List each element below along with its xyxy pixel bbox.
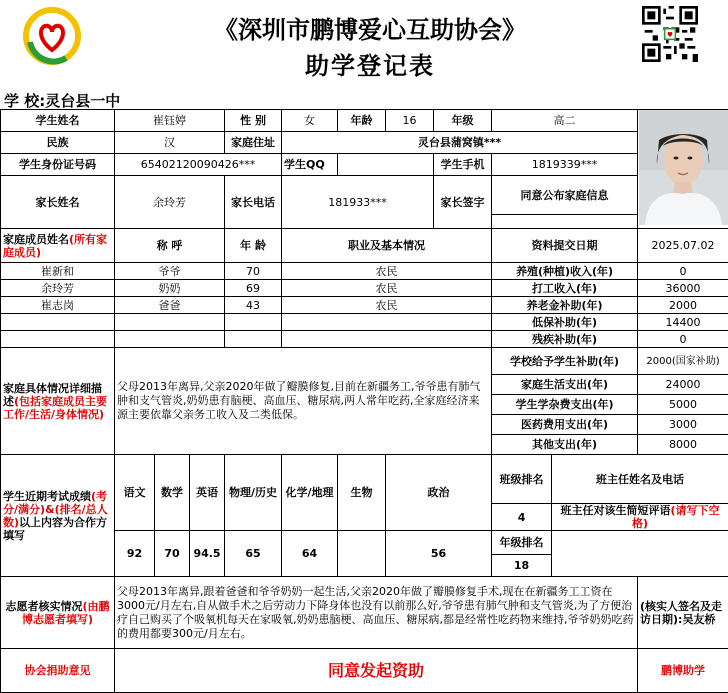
relation-header: 称 呼 <box>115 229 225 263</box>
parent-name: 余玲芳 <box>115 176 225 229</box>
score: 56 <box>386 531 492 577</box>
table-row <box>1 280 728 297</box>
finance-value: 3000 <box>638 415 728 435</box>
grade-rank-label: 年级排名 <box>492 531 552 555</box>
family-member-age <box>225 331 282 348</box>
finance-value: 14400 <box>638 314 728 331</box>
registration-table <box>0 109 728 693</box>
school-name: 学 校:灵台县一中 <box>4 90 120 111</box>
finance-value: 24000 <box>638 375 728 395</box>
table-row <box>1 455 728 504</box>
qq-label: 学生QQ <box>282 154 338 176</box>
student-grade: 高二 <box>492 110 638 132</box>
address-label: 家庭住址 <box>225 132 282 154</box>
finance-value: 2000 <box>638 297 728 314</box>
parent-label: 家长姓名 <box>1 176 115 229</box>
phone-label: 学生手机 <box>434 154 492 176</box>
volunteer-label: 志愿者核实情况(由鹏博志愿者填写) <box>1 577 115 649</box>
family-member-name: 崔志岗 <box>1 297 115 314</box>
subject-header: 政治 <box>386 455 492 531</box>
subject-header: 生物 <box>338 455 386 531</box>
table-row <box>1 229 728 263</box>
finance-label: 学生学杂费支出(年) <box>492 395 638 415</box>
student-name: 崔钰婷 <box>115 110 225 132</box>
finance-value: 5000 <box>638 395 728 415</box>
finance-value: 0 <box>638 263 728 280</box>
finance-label: 学校给予学生补助(年) <box>492 348 638 375</box>
family-member-job: 农民 <box>282 297 492 314</box>
table-row <box>1 348 728 375</box>
table-row <box>1 132 728 154</box>
score: 65 <box>225 531 282 577</box>
finance-value: 2000(国家补助) <box>638 348 728 375</box>
family-member-relation: 爸爸 <box>115 297 225 314</box>
teacher-comment <box>552 531 728 577</box>
gender-label: 性 别 <box>225 110 282 132</box>
finance-label: 其他支出(年) <box>492 435 638 455</box>
family-member-relation <box>115 331 225 348</box>
exam-label: 学生近期考试成绩(考分/满分)&(排名/总人数)以上内容为合作方填写 <box>1 455 115 577</box>
student-gender: 女 <box>282 110 338 132</box>
finance-label: 医药费用支出(年) <box>492 415 638 435</box>
teacher-comment-label: 班主任对该生简短评语(请写下空格) <box>552 504 728 531</box>
consent-label: 同意公布家庭信息 <box>492 176 638 215</box>
class-rank-label: 班级排名 <box>492 455 552 504</box>
finance-label: 养老金补助(年) <box>492 297 638 314</box>
finance-value: 36000 <box>638 280 728 297</box>
age-label: 年龄 <box>338 110 386 132</box>
form-header <box>0 0 728 88</box>
submit-date-label: 资料提交日期 <box>492 229 638 263</box>
verifier-info: (核实人签名及走访日期):吴友桥 <box>638 577 728 649</box>
score: 70 <box>155 531 190 577</box>
score: 92 <box>115 531 155 577</box>
table-row <box>1 331 728 348</box>
grade-rank: 18 <box>492 555 552 577</box>
finance-label: 打工收入(年) <box>492 280 638 297</box>
family-member-job: 农民 <box>282 263 492 280</box>
family-detail-label: 家庭具体情况详细描述(包括家庭成员主要工作/生活/身体情况) <box>1 348 115 455</box>
score: 64 <box>282 531 338 577</box>
family-member-job <box>282 331 492 348</box>
subject-header: 化学/地理 <box>282 455 338 531</box>
form-title: 《深圳市鹏博爱心互助协会》 <box>150 10 590 45</box>
table-row <box>1 314 728 331</box>
subject-header: 物理/历史 <box>225 455 282 531</box>
opinion-text: 同意发起资助 <box>115 649 638 693</box>
id-label: 学生身份证号码 <box>1 154 115 176</box>
student-ethnicity: 汉 <box>115 132 225 154</box>
finance-label: 低保补助(年) <box>492 314 638 331</box>
family-age-header: 年 龄 <box>225 229 282 263</box>
parent-phone: 181933*** <box>282 176 434 229</box>
family-member-age <box>225 314 282 331</box>
name-label: 学生姓名 <box>1 110 115 132</box>
subject-header: 英语 <box>190 455 225 531</box>
family-member-name <box>1 331 115 348</box>
parent-phone-label: 家长电话 <box>225 176 282 229</box>
class-rank: 4 <box>492 504 552 531</box>
family-member-age: 43 <box>225 297 282 314</box>
student-phone: 1819339*** <box>492 154 638 176</box>
qr-code-icon <box>642 6 698 62</box>
score: 94.5 <box>190 531 225 577</box>
table-row <box>1 110 728 132</box>
student-portrait-image <box>639 110 728 225</box>
student-id: 65402120090426*** <box>115 154 282 176</box>
family-member-name: 余玲芳 <box>1 280 115 297</box>
grade-label: 年级 <box>434 110 492 132</box>
score <box>338 531 386 577</box>
form-subtitle: 助学登记表 <box>150 46 590 81</box>
table-row <box>1 263 728 280</box>
job-header: 职业及基本情况 <box>282 229 492 263</box>
student-address: 灵台县蒲窝镇*** <box>282 132 638 154</box>
heart-logo-icon <box>22 6 82 66</box>
ethnicity-label: 民族 <box>1 132 115 154</box>
family-members-label: 家庭成员姓名(所有家庭成员) <box>1 229 115 263</box>
brand-signature: 鹏博助学 <box>638 649 728 693</box>
opinion-label: 协会捐助意见 <box>1 649 115 693</box>
subject-header: 语文 <box>115 455 155 531</box>
parent-sign-label: 家长签字 <box>434 176 492 229</box>
table-row <box>1 154 728 176</box>
table-row <box>1 577 728 649</box>
subject-header: 数学 <box>155 455 190 531</box>
student-age: 16 <box>386 110 434 132</box>
family-member-age: 70 <box>225 263 282 280</box>
finance-value: 0 <box>638 331 728 348</box>
family-member-relation <box>115 314 225 331</box>
submit-date: 2025.07.02 <box>638 229 728 263</box>
family-detail-text: 父母2013年离异,父亲2020年做了瓣膜修复,目前在新疆务工,爷爷患有肺气肿和支气管炎,奶奶患有脑梗、高血压、糖尿病,两人常年吃药,全家庭经济来源主要依靠父亲务工收入及二类低保。 <box>115 348 492 455</box>
family-member-relation: 奶奶 <box>115 280 225 297</box>
family-member-age: 69 <box>225 280 282 297</box>
student-qq <box>338 154 434 176</box>
table-row <box>1 297 728 314</box>
finance-value: 8000 <box>638 435 728 455</box>
volunteer-text: 父母2013年离异,跟着爸爸和爷爷奶奶一起生活,父亲2020年做了瓣膜修复手术,现在在新疆务工工资在3000元/月左右,自从做手术之后劳动力下降身体也没有以前那么好,爷爷患有肺气肿和支气管炎,为了方便治疗自己购买了个吸氧机每天在家吸氧,奶奶患脑梗、高血压、糖尿病,都是经常性吃药物来维持,爷爷奶奶吃药的费用都要300元/月左右。 <box>115 577 638 649</box>
finance-label: 残疾补助(年) <box>492 331 638 348</box>
family-member-name: 崔新和 <box>1 263 115 280</box>
finance-label: 养殖(种植)收入(年) <box>492 263 638 280</box>
family-member-relation: 爷爷 <box>115 263 225 280</box>
consent-value <box>492 215 638 229</box>
teacher-label: 班主任姓名及电话 <box>552 455 728 504</box>
finance-label: 家庭生活支出(年) <box>492 375 638 395</box>
family-member-job <box>282 314 492 331</box>
student-photo <box>638 110 728 229</box>
family-member-job: 农民 <box>282 280 492 297</box>
family-member-name <box>1 314 115 331</box>
table-row <box>1 176 728 215</box>
